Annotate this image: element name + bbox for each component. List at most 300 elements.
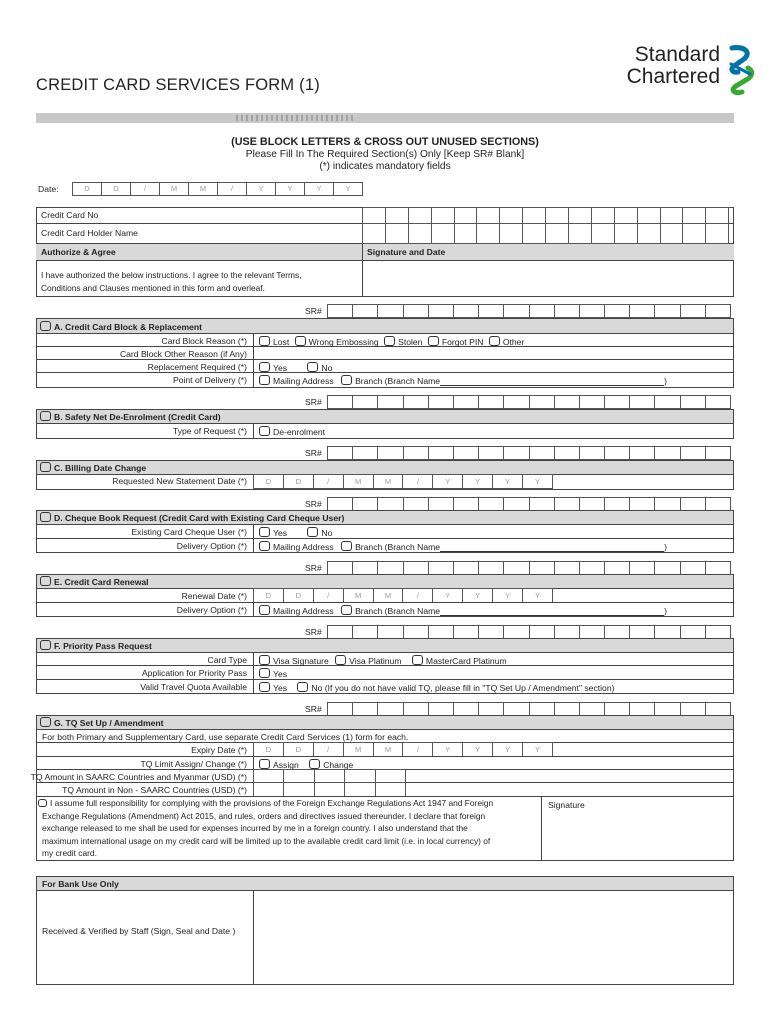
signature-date-field[interactable]: [364, 261, 732, 295]
saarc-cells-cell[interactable]: [283, 769, 313, 783]
sr-g-cell[interactable]: [327, 702, 352, 716]
sr-e-cell[interactable]: [352, 561, 377, 575]
cardno-cells-cell[interactable]: [385, 207, 408, 224]
sr-d-cell[interactable]: [377, 497, 402, 511]
block-reason-label: Card Block Reason (*): [161, 336, 247, 346]
nonsaarc-cells-cell[interactable]: [253, 782, 283, 797]
date-g-cell[interactable]: Y: [462, 742, 492, 757]
date-e-cell[interactable]: /: [402, 588, 432, 603]
section-b-checkbox[interactable]: [40, 411, 51, 421]
sr-f-cell[interactable]: [604, 625, 629, 639]
nonsaarc-cells-cell[interactable]: [344, 782, 374, 797]
date-top-cell[interactable]: Y: [246, 182, 275, 196]
sr-d-cell[interactable]: [478, 497, 503, 511]
delivery-options-d: Mailing Address Branch (Branch Name ): [259, 541, 667, 552]
date-top-cell[interactable]: /: [130, 182, 159, 196]
section-e-title[interactable]: E. Credit Card Renewal: [40, 576, 149, 587]
cardno-cells-cell[interactable]: [499, 207, 522, 224]
section-b-title[interactable]: B. Safety Net De-Enrolment (Credit Card): [40, 411, 221, 422]
sr-c-cell[interactable]: [654, 446, 679, 460]
date-g-cell[interactable]: Y: [432, 742, 462, 757]
sr-f-cell[interactable]: [654, 625, 679, 639]
other-reason-label: Card Block Other Reason (if Any): [119, 349, 247, 359]
branch-name-input-d[interactable]: [440, 542, 664, 552]
option-stolen[interactable]: Stolen: [384, 337, 422, 347]
holder-cells-cell[interactable]: [614, 223, 637, 244]
saarc-cells-cell[interactable]: [375, 769, 406, 783]
tq-signature-label: Signature: [548, 800, 585, 810]
sr-f-cell[interactable]: [327, 625, 352, 639]
section-c-checkbox[interactable]: [40, 462, 51, 472]
bank-use-title: For Bank Use Only: [42, 879, 119, 889]
signature-date-label: Signature and Date: [367, 247, 446, 257]
saarc-cells-cell[interactable]: [344, 769, 374, 783]
holder-cells-cell[interactable]: [522, 223, 545, 244]
brand-line1: Standard: [634, 43, 720, 66]
section-d-checkbox[interactable]: [40, 512, 51, 522]
delivery-options-a: Mailing Address Branch (Branch Name ): [259, 375, 667, 386]
sr-a-cell[interactable]: [629, 304, 654, 318]
sr-b-cell[interactable]: [604, 395, 629, 409]
date-top-cell[interactable]: Y: [304, 182, 333, 196]
date-c-cell[interactable]: /: [402, 474, 432, 489]
sr-d-cell[interactable]: [453, 497, 478, 511]
sr-g-cell[interactable]: [352, 702, 377, 716]
sr-d-cell[interactable]: [428, 497, 453, 511]
date-e-cell[interactable]: Y: [492, 588, 522, 603]
cheque-user-no[interactable]: No: [307, 528, 332, 538]
instruction-line1: (USE BLOCK LETTERS & CROSS OUT UNUSED SECTIONS): [231, 136, 539, 148]
saarc-cells-cell[interactable]: [314, 769, 344, 783]
sr-label-c: SR#: [305, 448, 322, 458]
date-top-cell[interactable]: D: [101, 182, 130, 196]
date-top-cell[interactable]: /: [217, 182, 246, 196]
brand-emblem-icon: [726, 44, 756, 96]
date-c-cell[interactable]: Y: [432, 474, 462, 489]
date-c-cell[interactable]: Y: [462, 474, 492, 489]
declaration-checkbox[interactable]: [38, 799, 47, 807]
sr-d-cell[interactable]: [629, 497, 654, 511]
sr-g-cell[interactable]: [478, 702, 503, 716]
sr-e-cell[interactable]: [654, 561, 679, 575]
holder-cells-cell[interactable]: [454, 223, 477, 244]
card-type-visa-platinum[interactable]: Visa Platinum: [335, 656, 401, 666]
cardno-cells-cell[interactable]: [614, 207, 637, 224]
sr-label-g: SR#: [305, 704, 322, 714]
cardno-cells-cell[interactable]: [705, 207, 729, 224]
date-g-cell[interactable]: M: [373, 742, 403, 757]
sr-b-cell[interactable]: [503, 395, 528, 409]
tq-declaration: I assume full responsibility for complying with the provisions of the Foreign Exchange Regulations Act 1947 and Foreign Exchange Regulations (Amendment) Act 2015, and rules, orders and directives issued thereunder. I declare that foreign exchange released to me shall be used for expenses incurred by me in a foreign country. I also understand that the maximum international usage on my credit card will be limited up to the available credit card limit (i.e. in local currency) of my credit card.: [38, 797, 538, 860]
sr-c-cell[interactable]: [629, 446, 654, 460]
sr-c-cell[interactable]: [327, 446, 352, 460]
option-wrong-embossing[interactable]: Wrong Embossing: [295, 337, 379, 347]
sr-a-cell[interactable]: [529, 304, 554, 318]
sr-c-cell[interactable]: [478, 446, 503, 460]
sr-c-cell[interactable]: [579, 446, 604, 460]
sr-a-cell[interactable]: [654, 304, 679, 318]
sr-g-cell[interactable]: [629, 702, 654, 716]
cheque-user-yes[interactable]: Yes: [259, 528, 287, 538]
date-g-cell[interactable]: M: [343, 742, 373, 757]
holder-cells-cell[interactable]: [682, 223, 705, 244]
sr-b-cell[interactable]: [327, 395, 352, 409]
instruction-line2: Please Fill In The Required Section(s) Only [Keep SR# Blank]: [245, 149, 525, 160]
staff-verification-field: [255, 891, 733, 984]
sr-b-cell[interactable]: [705, 395, 731, 409]
instructions-block: [0, 136, 770, 173]
branch-name-input-a[interactable]: [440, 376, 664, 386]
delivery-option-label-e: Delivery Option (*): [176, 605, 247, 615]
holder-cells-cell[interactable]: [568, 223, 591, 244]
sr-input-g[interactable]: [327, 702, 731, 716]
sr-c-cell[interactable]: [377, 446, 402, 460]
tq-assign[interactable]: Assign: [259, 760, 299, 770]
sr-c-cell[interactable]: [604, 446, 629, 460]
tq-saarc-label: TQ Amount in SAARC Countries and Myanmar (USD) (*): [30, 772, 247, 782]
card-number-label: Credit Card No: [41, 210, 99, 220]
holder-cells-cell[interactable]: [637, 223, 660, 244]
sr-e-cell[interactable]: [705, 561, 731, 575]
sr-e-cell[interactable]: [478, 561, 503, 575]
section-d-title[interactable]: D. Cheque Book Request (Credit Card with Existing Card Cheque User): [40, 512, 344, 523]
sr-g-cell[interactable]: [403, 702, 428, 716]
sr-b-cell[interactable]: [377, 395, 402, 409]
statement-date-label: Requested New Statement Date (*): [112, 476, 247, 486]
sr-c-cell[interactable]: [503, 446, 528, 460]
sr-e-cell[interactable]: [327, 561, 352, 575]
sr-a-cell[interactable]: [428, 304, 453, 318]
sr-a-cell[interactable]: [503, 304, 528, 318]
cardno-cells-cell[interactable]: [408, 207, 431, 224]
sr-f-cell[interactable]: [529, 625, 554, 639]
holder-cells-cell[interactable]: [408, 223, 431, 244]
sr-a-cell[interactable]: [327, 304, 352, 318]
tq-non-saarc-input[interactable]: [253, 782, 406, 797]
tq-saarc-input[interactable]: [253, 769, 406, 783]
sr-d-cell[interactable]: [352, 497, 377, 511]
cardno-cells-cell[interactable]: [476, 207, 499, 224]
cardno-cells-cell[interactable]: [682, 207, 705, 224]
date-e-cell[interactable]: M: [343, 588, 373, 603]
delivery-branch-a[interactable]: Branch (Branch Name: [341, 376, 440, 386]
sr-e-cell[interactable]: [629, 561, 654, 575]
replacement-yes[interactable]: Yes: [259, 363, 287, 373]
sr-g-cell[interactable]: [705, 702, 731, 716]
date-e-cell[interactable]: M: [373, 588, 403, 603]
sr-f-cell[interactable]: [403, 625, 428, 639]
statement-date-input[interactable]: [253, 474, 553, 489]
sr-g-cell[interactable]: [377, 702, 402, 716]
nonsaarc-cells-cell[interactable]: [375, 782, 406, 797]
priority-pass-yes[interactable]: Yes: [259, 668, 287, 679]
sr-a-cell[interactable]: [403, 304, 428, 318]
sr-c-cell[interactable]: [529, 446, 554, 460]
sr-g-cell[interactable]: [680, 702, 705, 716]
sr-d-cell[interactable]: [554, 497, 579, 511]
sr-b-cell[interactable]: [529, 395, 554, 409]
sr-f-cell[interactable]: [503, 625, 528, 639]
saarc-cells-cell[interactable]: [253, 769, 283, 783]
sr-b-cell[interactable]: [554, 395, 579, 409]
holder-cells-cell[interactable]: [705, 223, 729, 244]
cardno-cells-cell[interactable]: [545, 207, 568, 224]
existing-cheque-options: [259, 527, 332, 538]
tq-note: For both Primary and Supplementary Card, use separate Credit Card Services (1) form for each.: [42, 732, 409, 742]
date-g-cell[interactable]: Y: [492, 742, 522, 757]
sr-input-c[interactable]: [327, 446, 731, 460]
delivery-mailing-a[interactable]: Mailing Address: [259, 376, 334, 386]
replacement-no[interactable]: No: [307, 363, 332, 373]
card-type-mastercard-platinum[interactable]: MasterCard Platinum: [412, 656, 507, 666]
sr-e-cell[interactable]: [554, 561, 579, 575]
section-g-title[interactable]: G. TQ Set Up / Amendment: [40, 717, 164, 728]
sr-d-cell[interactable]: [529, 497, 554, 511]
sr-e-cell[interactable]: [453, 561, 478, 575]
date-input-boxes[interactable]: [72, 182, 363, 196]
card-type-label: Card Type: [207, 655, 247, 665]
date-e-cell[interactable]: Y: [432, 588, 462, 603]
delivery-branch-d[interactable]: Branch (Branch Name: [341, 542, 440, 552]
sr-input-b[interactable]: [327, 395, 731, 409]
brand-name: [627, 44, 720, 88]
date-c-cell[interactable]: Y: [522, 474, 553, 489]
holder-cells-cell[interactable]: [545, 223, 568, 244]
sr-c-cell[interactable]: [705, 446, 731, 460]
branch-name-input-e[interactable]: [440, 606, 664, 616]
holder-cells-cell[interactable]: [591, 223, 614, 244]
date-e-cell[interactable]: D: [283, 588, 313, 603]
sr-d-cell[interactable]: [705, 497, 731, 511]
sr-g-cell[interactable]: [579, 702, 604, 716]
section-c-title[interactable]: C. Billing Date Change: [40, 462, 146, 473]
sr-c-cell[interactable]: [352, 446, 377, 460]
sr-e-cell[interactable]: [428, 561, 453, 575]
sr-a-cell[interactable]: [377, 304, 402, 318]
sr-a-cell[interactable]: [554, 304, 579, 318]
sr-e-cell[interactable]: [579, 561, 604, 575]
sr-a-cell[interactable]: [579, 304, 604, 318]
sr-f-cell[interactable]: [629, 625, 654, 639]
date-e-cell[interactable]: Y: [462, 588, 492, 603]
sr-e-cell[interactable]: [680, 561, 705, 575]
brand-logo: [627, 44, 756, 96]
date-top-cell[interactable]: M: [188, 182, 217, 196]
sr-g-cell[interactable]: [428, 702, 453, 716]
date-c-cell[interactable]: Y: [492, 474, 522, 489]
sr-f-cell[interactable]: [554, 625, 579, 639]
nonsaarc-cells-cell[interactable]: [283, 782, 313, 797]
date-c-cell[interactable]: D: [253, 474, 283, 489]
date-top-cell[interactable]: Y: [333, 182, 363, 196]
cardno-cells-cell[interactable]: [591, 207, 614, 224]
travel-quota-no[interactable]: No (If you do not have valid TQ, please fill in "TQ Set Up / Amendment" section): [297, 683, 614, 693]
date-c-cell[interactable]: M: [343, 474, 373, 489]
sr-e-cell[interactable]: [529, 561, 554, 575]
sr-d-cell[interactable]: [604, 497, 629, 511]
date-e-cell[interactable]: D: [253, 588, 283, 603]
sr-g-cell[interactable]: [554, 702, 579, 716]
cardno-cells-cell[interactable]: [454, 207, 477, 224]
tq-non-saarc-label: TQ Amount in Non - SAARC Countries (USD) (*): [62, 785, 247, 795]
nonsaarc-cells-cell[interactable]: [314, 782, 344, 797]
holder-cells-cell[interactable]: [385, 223, 408, 244]
sr-b-cell[interactable]: [403, 395, 428, 409]
sr-b-cell[interactable]: [579, 395, 604, 409]
sr-a-cell[interactable]: [352, 304, 377, 318]
section-a-checkbox[interactable]: [40, 321, 51, 331]
delivery-mailing-d[interactable]: Mailing Address: [259, 542, 334, 552]
cardno-cells-cell[interactable]: [637, 207, 660, 224]
sr-d-cell[interactable]: [327, 497, 352, 511]
holder-cells-cell[interactable]: [499, 223, 522, 244]
sr-b-cell[interactable]: [654, 395, 679, 409]
cardno-cells-cell[interactable]: [568, 207, 591, 224]
sr-f-cell[interactable]: [478, 625, 503, 639]
sr-d-cell[interactable]: [654, 497, 679, 511]
date-c-cell[interactable]: /: [313, 474, 343, 489]
sr-g-cell[interactable]: [604, 702, 629, 716]
sr-c-cell[interactable]: [428, 446, 453, 460]
brand-line2: Chartered: [626, 65, 720, 88]
sr-input-a[interactable]: [327, 304, 731, 318]
tq-limit-label: TQ Limit Assign/ Change (*): [140, 759, 247, 769]
card-holder-input[interactable]: [362, 223, 729, 244]
date-e-cell[interactable]: /: [313, 588, 343, 603]
holder-cells-cell[interactable]: [476, 223, 499, 244]
delivery-options-e: Mailing Address Branch (Branch Name ): [259, 605, 667, 616]
sr-a-cell[interactable]: [680, 304, 705, 318]
sr-g-cell[interactable]: [529, 702, 554, 716]
option-forgot-pin[interactable]: Forgot PIN: [428, 337, 484, 347]
sr-label-a: SR#: [305, 306, 322, 316]
sr-f-cell[interactable]: [680, 625, 705, 639]
date-g-cell[interactable]: /: [313, 742, 343, 757]
sr-f-cell[interactable]: [352, 625, 377, 639]
date-top-cell[interactable]: M: [159, 182, 188, 196]
date-g-cell[interactable]: D: [283, 742, 313, 757]
card-type-visa-signature[interactable]: Visa Signature: [259, 656, 329, 666]
section-a-title[interactable]: A. Credit Card Block & Replacement: [40, 321, 202, 332]
sr-f-cell[interactable]: [428, 625, 453, 639]
holder-cells-cell[interactable]: [660, 223, 683, 244]
card-number-input[interactable]: [362, 207, 729, 224]
delivery-option-label-d: Delivery Option (*): [176, 541, 247, 551]
expiry-date-input[interactable]: [253, 742, 553, 757]
holder-cells-cell[interactable]: [431, 223, 454, 244]
option-lost[interactable]: Lost: [259, 337, 289, 347]
sr-c-cell[interactable]: [680, 446, 705, 460]
holder-cells-cell[interactable]: [362, 223, 385, 244]
sr-b-cell[interactable]: [680, 395, 705, 409]
date-g-cell[interactable]: Y: [522, 742, 553, 757]
expiry-date-label: Expiry Date (*): [191, 745, 247, 755]
staff-verification-label: Received & Verified by Staff (Sign, Seal and Date ): [42, 926, 236, 936]
sr-input-f[interactable]: [327, 625, 731, 639]
option-other[interactable]: Other: [489, 337, 525, 347]
date-g-cell[interactable]: D: [253, 742, 283, 757]
priority-pass-label: Application for Priority Pass: [141, 668, 247, 678]
date-top-cell[interactable]: Y: [275, 182, 304, 196]
travel-quota-options: [259, 682, 614, 693]
sr-f-cell[interactable]: [579, 625, 604, 639]
sr-f-cell[interactable]: [377, 625, 402, 639]
card-type-options: [259, 655, 507, 666]
header-divider-bar: [36, 113, 734, 123]
cardno-cells-cell[interactable]: [362, 207, 385, 224]
cardno-cells-cell[interactable]: [431, 207, 454, 224]
sr-e-cell[interactable]: [503, 561, 528, 575]
date-label: Date:: [38, 184, 59, 194]
sr-d-cell[interactable]: [503, 497, 528, 511]
sr-label-d: SR#: [305, 499, 322, 509]
sr-f-cell[interactable]: [705, 625, 731, 639]
sr-input-d[interactable]: [327, 497, 731, 511]
date-c-cell[interactable]: D: [283, 474, 313, 489]
option-de-enrolment[interactable]: De-enrolment: [259, 426, 325, 437]
renewal-date-input[interactable]: [253, 588, 553, 603]
section-e-checkbox[interactable]: [40, 576, 51, 586]
sr-c-cell[interactable]: [403, 446, 428, 460]
existing-cheque-user-label: Existing Card Cheque User (*): [131, 527, 247, 537]
section-f-checkbox[interactable]: [40, 640, 51, 650]
other-reason-input[interactable]: [255, 347, 733, 358]
sr-b-cell[interactable]: [428, 395, 453, 409]
sr-f-cell[interactable]: [453, 625, 478, 639]
delivery-mailing-e[interactable]: Mailing Address: [259, 606, 334, 616]
sr-d-cell[interactable]: [680, 497, 705, 511]
replacement-label: Replacement Required (*): [147, 362, 247, 372]
sr-e-cell[interactable]: [403, 561, 428, 575]
date-e-cell[interactable]: Y: [522, 588, 553, 603]
sr-b-cell[interactable]: [629, 395, 654, 409]
sr-d-cell[interactable]: [403, 497, 428, 511]
date-g-cell[interactable]: /: [402, 742, 432, 757]
sr-e-cell[interactable]: [604, 561, 629, 575]
sr-b-cell[interactable]: [352, 395, 377, 409]
travel-quota-label: Valid Travel Quota Available: [140, 682, 247, 692]
sr-g-cell[interactable]: [503, 702, 528, 716]
sr-a-cell[interactable]: [478, 304, 503, 318]
cardno-cells-cell[interactable]: [522, 207, 545, 224]
replacement-options: [259, 362, 332, 373]
sr-input-e[interactable]: [327, 561, 731, 575]
sr-c-cell[interactable]: [554, 446, 579, 460]
sr-a-cell[interactable]: [705, 304, 731, 318]
cardno-cells-cell[interactable]: [660, 207, 683, 224]
date-c-cell[interactable]: M: [373, 474, 403, 489]
section-f-title[interactable]: F. Priority Pass Request: [40, 640, 152, 651]
tq-change[interactable]: Change: [309, 760, 353, 770]
delivery-branch-e[interactable]: Branch (Branch Name: [341, 606, 440, 616]
sr-a-cell[interactable]: [453, 304, 478, 318]
travel-quota-yes[interactable]: Yes: [259, 683, 287, 693]
sr-a-cell[interactable]: [604, 304, 629, 318]
date-top-cell[interactable]: D: [72, 182, 101, 196]
sr-g-cell[interactable]: [654, 702, 679, 716]
sr-g-cell[interactable]: [453, 702, 478, 716]
sr-b-cell[interactable]: [453, 395, 478, 409]
tq-signature-field[interactable]: [543, 812, 733, 860]
sr-c-cell[interactable]: [453, 446, 478, 460]
block-reason-options: [259, 336, 524, 347]
sr-e-cell[interactable]: [377, 561, 402, 575]
sr-d-cell[interactable]: [579, 497, 604, 511]
sr-label-f: SR#: [305, 627, 322, 637]
renewal-date-label: Renewal Date (*): [181, 591, 247, 601]
section-g-checkbox[interactable]: [40, 717, 51, 727]
sr-b-cell[interactable]: [478, 395, 503, 409]
